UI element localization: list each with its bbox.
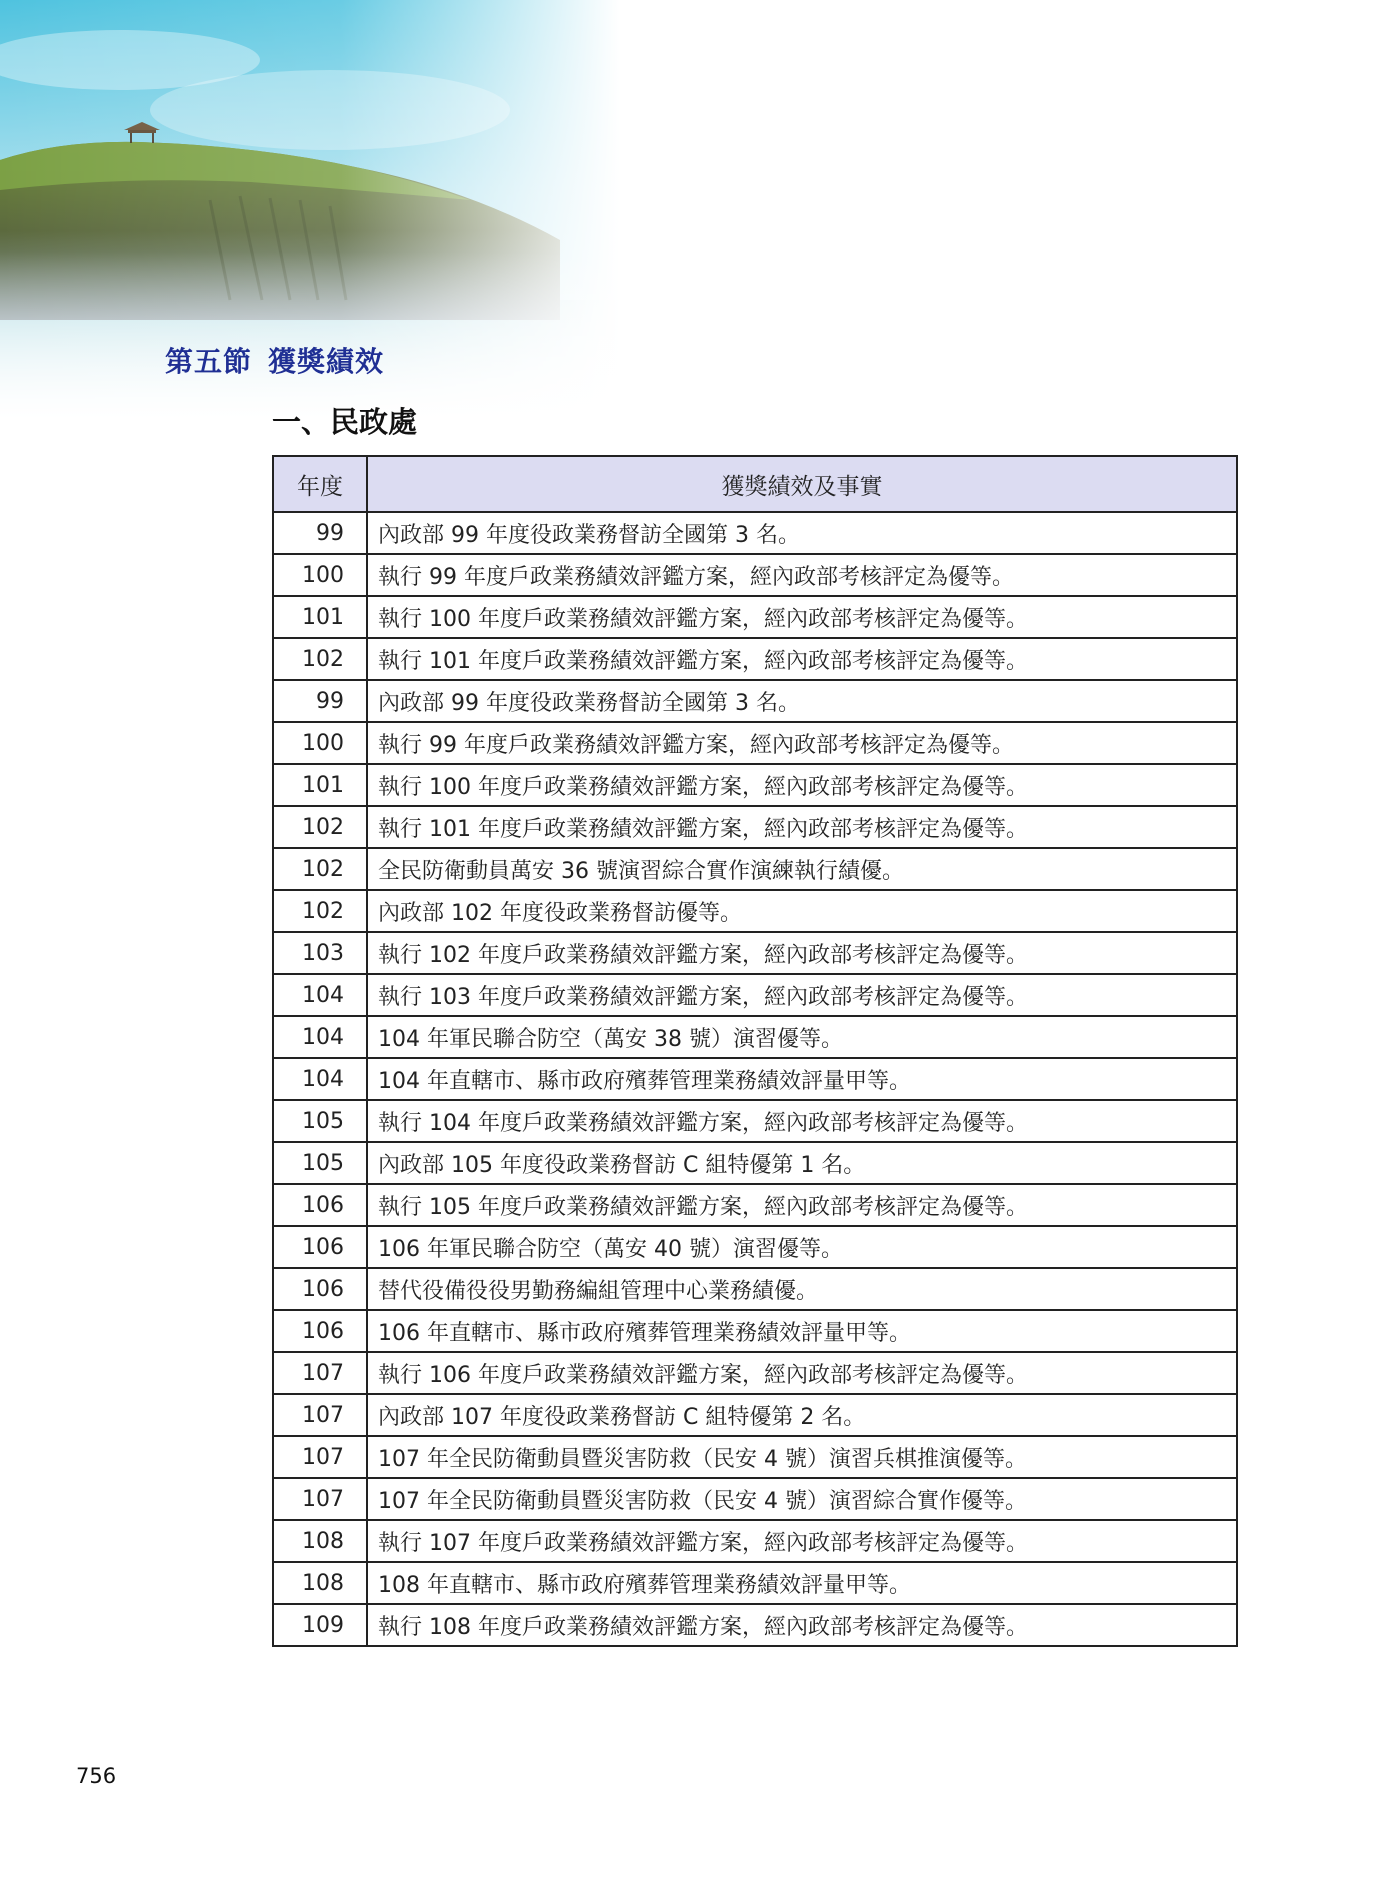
- table-row: [273, 1016, 1237, 1058]
- year-cell: 106: [273, 1226, 367, 1268]
- year-cell: 106: [273, 1184, 367, 1226]
- description-cell: 執行 101 年度戶政業務績效評鑑方案，經內政部考核評定為優等。: [367, 806, 1237, 848]
- table-row: [273, 806, 1237, 848]
- year-cell: 104: [273, 974, 367, 1016]
- year-cell: 100: [273, 554, 367, 596]
- description-cell: 執行 108 年度戶政業務績效評鑑方案，經內政部考核評定為優等。: [367, 1604, 1237, 1646]
- table-row: [273, 932, 1237, 974]
- description-cell: 106 年軍民聯合防空（萬安 40 號）演習優等。: [367, 1226, 1237, 1268]
- description-cell: 執行 101 年度戶政業務績效評鑑方案，經內政部考核評定為優等。: [367, 638, 1237, 680]
- column-header-description: 獲獎績效及事實: [367, 456, 1237, 512]
- table-row: [273, 596, 1237, 638]
- year-cell: 107: [273, 1436, 367, 1478]
- year-cell: 109: [273, 1604, 367, 1646]
- table-row: [273, 1100, 1237, 1142]
- awards-table: [272, 455, 1238, 1647]
- table-row: [273, 554, 1237, 596]
- year-cell: 101: [273, 764, 367, 806]
- column-header-year: 年度: [273, 456, 367, 512]
- year-cell: 104: [273, 1058, 367, 1100]
- section-name: 獲獎績效: [268, 345, 385, 378]
- year-cell: 105: [273, 1100, 367, 1142]
- table-row: [273, 722, 1237, 764]
- table-row: [273, 1436, 1237, 1478]
- year-cell: 104: [273, 1016, 367, 1058]
- year-cell: 102: [273, 806, 367, 848]
- year-cell: 105: [273, 1142, 367, 1184]
- table-body: [273, 512, 1237, 1646]
- table-row: [273, 1058, 1237, 1100]
- table-row: [273, 890, 1237, 932]
- table-row: [273, 1310, 1237, 1352]
- description-cell: 104 年直轄市、縣市政府殯葬管理業務績效評量甲等。: [367, 1058, 1237, 1100]
- section-title: [165, 340, 384, 380]
- description-cell: 內政部 99 年度役政業務督訪全國第 3 名。: [367, 512, 1237, 554]
- year-cell: 101: [273, 596, 367, 638]
- description-cell: 107 年全民防衛動員暨災害防救（民安 4 號）演習兵棋推演優等。: [367, 1436, 1237, 1478]
- description-cell: 執行 103 年度戶政業務績效評鑑方案，經內政部考核評定為優等。: [367, 974, 1237, 1016]
- description-cell: 執行 107 年度戶政業務績效評鑑方案，經內政部考核評定為優等。: [367, 1520, 1237, 1562]
- year-cell: 102: [273, 848, 367, 890]
- year-cell: 108: [273, 1520, 367, 1562]
- year-cell: 102: [273, 890, 367, 932]
- year-cell: 99: [273, 512, 367, 554]
- description-cell: 替代役備役役男勤務編組管理中心業務績優。: [367, 1268, 1237, 1310]
- year-cell: 100: [273, 722, 367, 764]
- year-cell: 102: [273, 638, 367, 680]
- table-row: [273, 1268, 1237, 1310]
- description-cell: 104 年軍民聯合防空（萬安 38 號）演習優等。: [367, 1016, 1237, 1058]
- table-row: [273, 1562, 1237, 1604]
- description-cell: 全民防衛動員萬安 36 號演習綜合實作演練執行績優。: [367, 848, 1237, 890]
- description-cell: 執行 104 年度戶政業務績效評鑑方案，經內政部考核評定為優等。: [367, 1100, 1237, 1142]
- table-row: [273, 512, 1237, 554]
- year-cell: 107: [273, 1352, 367, 1394]
- table-row: [273, 848, 1237, 890]
- table-row: [273, 1394, 1237, 1436]
- year-cell: 108: [273, 1562, 367, 1604]
- description-cell: 107 年全民防衛動員暨災害防救（民安 4 號）演習綜合實作優等。: [367, 1478, 1237, 1520]
- description-cell: 內政部 99 年度役政業務督訪全國第 3 名。: [367, 680, 1237, 722]
- year-cell: 107: [273, 1394, 367, 1436]
- table-row: [273, 1520, 1237, 1562]
- description-cell: 執行 99 年度戶政業務績效評鑑方案，經內政部考核評定為優等。: [367, 554, 1237, 596]
- table-header-row: [273, 456, 1237, 512]
- description-cell: 執行 100 年度戶政業務績效評鑑方案，經內政部考核評定為優等。: [367, 596, 1237, 638]
- description-cell: 執行 99 年度戶政業務績效評鑑方案，經內政部考核評定為優等。: [367, 722, 1237, 764]
- description-cell: 內政部 107 年度役政業務督訪 C 組特優第 2 名。: [367, 1394, 1237, 1436]
- table-row: [273, 680, 1237, 722]
- table-row: [273, 1226, 1237, 1268]
- description-cell: 106 年直轄市、縣市政府殯葬管理業務績效評量甲等。: [367, 1310, 1237, 1352]
- description-cell: 執行 100 年度戶政業務績效評鑑方案，經內政部考核評定為優等。: [367, 764, 1237, 806]
- table-row: [273, 1184, 1237, 1226]
- page-number: 756: [76, 1764, 117, 1788]
- description-cell: 執行 106 年度戶政業務績效評鑑方案，經內政部考核評定為優等。: [367, 1352, 1237, 1394]
- subsection-title: 一、民政處: [272, 405, 418, 439]
- table-row: [273, 1142, 1237, 1184]
- year-cell: 103: [273, 932, 367, 974]
- year-cell: 107: [273, 1478, 367, 1520]
- table-row: [273, 1478, 1237, 1520]
- table-row: [273, 764, 1237, 806]
- year-cell: 106: [273, 1268, 367, 1310]
- table-row: [273, 638, 1237, 680]
- description-cell: 內政部 102 年度役政業務督訪優等。: [367, 890, 1237, 932]
- table-row: [273, 1604, 1237, 1646]
- table-row: [273, 1352, 1237, 1394]
- year-cell: 106: [273, 1310, 367, 1352]
- section-number: 第五節: [165, 345, 253, 378]
- year-cell: 99: [273, 680, 367, 722]
- description-cell: 執行 102 年度戶政業務績效評鑑方案，經內政部考核評定為優等。: [367, 932, 1237, 974]
- table-row: [273, 974, 1237, 1016]
- description-cell: 執行 105 年度戶政業務績效評鑑方案，經內政部考核評定為優等。: [367, 1184, 1237, 1226]
- description-cell: 108 年直轄市、縣市政府殯葬管理業務績效評量甲等。: [367, 1562, 1237, 1604]
- description-cell: 內政部 105 年度役政業務督訪 C 組特優第 1 名。: [367, 1142, 1237, 1184]
